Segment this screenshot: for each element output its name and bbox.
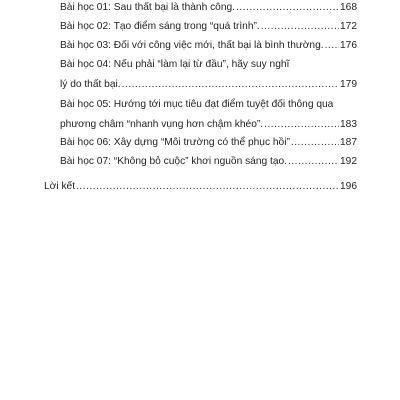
toc-entry-title: Lời kết: [44, 181, 76, 192]
leader-dots: [261, 17, 339, 37]
leader-dots: [76, 177, 339, 197]
toc-entry-epilogue: [44, 177, 357, 197]
leader-dots: [122, 75, 339, 95]
toc-entry-page: 172: [340, 21, 357, 32]
toc-entry-lesson-01: [60, 0, 357, 18]
toc-entry-title-line2: phương châm “nhanh vụng hơn chậm khéo”.: [60, 119, 264, 130]
toc-entry-page: 176: [340, 40, 357, 51]
toc-entry-page: 168: [340, 2, 357, 13]
toc-entry-lesson-06: [60, 133, 357, 153]
toc-entry-title-line2: lý do thất bại.: [60, 79, 121, 90]
toc-entry-lesson-04: [60, 55, 357, 95]
toc-entry-page: 179: [340, 79, 357, 90]
leader-dots: [264, 115, 339, 135]
toc-entry-page: 196: [340, 181, 357, 192]
toc-entry-lesson-05: [60, 95, 357, 135]
toc-entry-title-line1: Bài học 04: Nếu phải “làm lại từ đầu”, hãy suy nghĩ: [60, 59, 290, 70]
leader-dots: [291, 133, 339, 153]
leader-dots: [325, 36, 339, 56]
toc-entry-title: Bài học 01: Sau thất bại là thành công.: [60, 2, 236, 13]
toc-entry-page: 187: [340, 137, 357, 148]
leader-dots: [288, 152, 339, 172]
toc-entry-page: 183: [340, 119, 357, 130]
toc-entry-title: Bài học 02: Tạo điểm sáng trong “quá trình”.: [60, 21, 260, 32]
toc-entry-title: Bài học 07: “Không bỏ cuộc” khơi nguồn sáng tạo.: [60, 156, 287, 167]
toc-entry-title-line1: Bài học 05: Hướng tới mục tiêu đạt điểm tuyệt đối thông qua: [60, 99, 334, 110]
leader-dots: [236, 0, 339, 18]
toc-entry-title: Bài học 03: Đối với công việc mới, thất bại là bình thường.: [60, 40, 324, 51]
toc-entry-lesson-02: [60, 17, 357, 37]
toc-entry-title: Bài học 06: Xây dựng “Môi trường có thể phục hồi”: [60, 137, 290, 148]
toc-entry-page: 192: [340, 156, 357, 167]
toc-entry-lesson-07: [60, 152, 357, 172]
toc-entry-lesson-03: [60, 36, 357, 56]
